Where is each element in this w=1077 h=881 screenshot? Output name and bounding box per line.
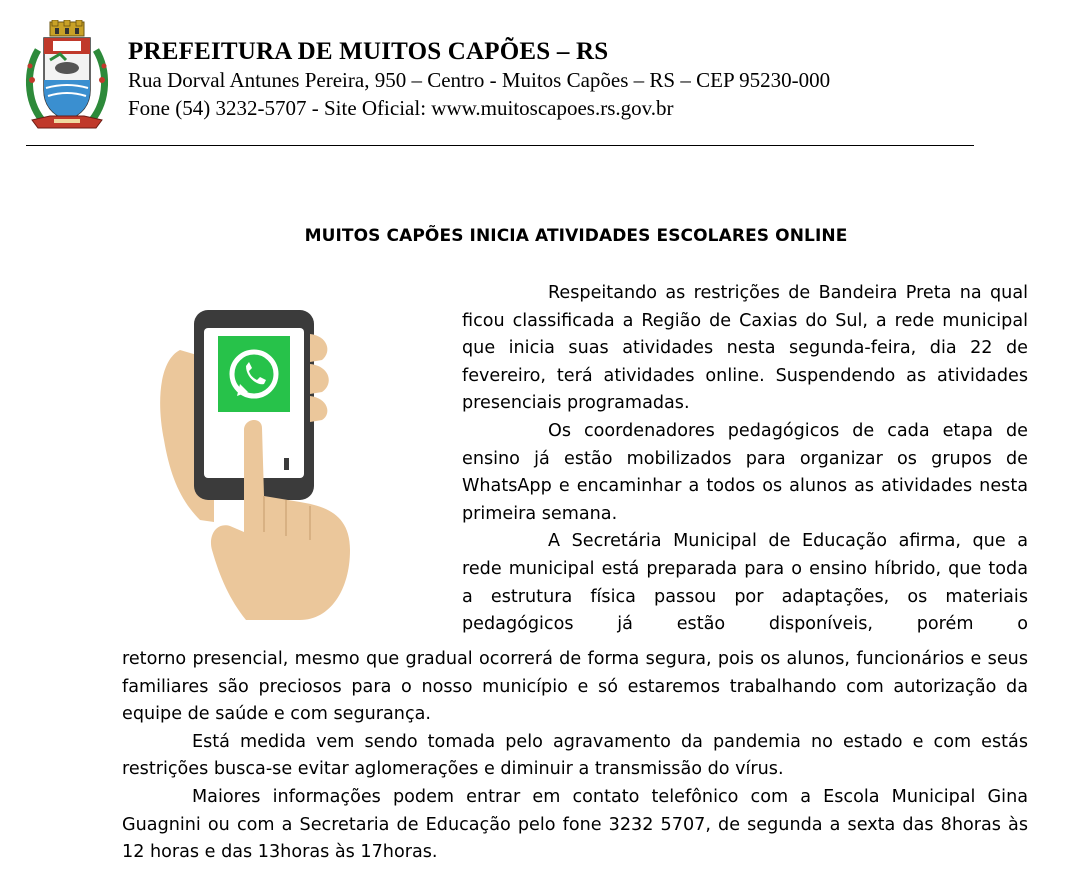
paragraph-3-end: retorno presencial, mesmo que gradual ocorrerá de forma segura, pois os alunos, funcionários e seus familiares são preciosos para o nosso município e só estaremos trabalhando com autorização da equipe de saúde e com segurança. — [122, 649, 1028, 725]
whatsapp-phone-illustration — [150, 300, 360, 620]
header-divider — [26, 145, 974, 146]
paragraph-5: Maiores informações podem entrar em contato telefônico com a Escola Municipal Gina Guagnini ou com a Secretaria de Educação pelo fone 3232 5707, de segunda a sexta das 8horas às 12 horas e das 13horas às 17horas. — [122, 786, 1028, 863]
letterhead — [128, 38, 830, 122]
letterhead-contact: Fone (54) 3232-5707 - Site Oficial: www.muitoscapoes.rs.gov.br — [128, 96, 674, 120]
paragraph-2: Os coordenadores pedagógicos de cada etapa de ensino já estão mobilizados para organizar os grupos de WhatsApp e encaminhar a todos os alunos as atividades nesta primeira semana. — [462, 420, 1028, 524]
article-body-wrapped — [462, 280, 1028, 639]
paragraph-4: Está medida vem sendo tomada pelo agravamento da pandemia no estado e com estás restrições busca-se evitar aglomerações e diminuir a transmissão do vírus. — [122, 731, 1028, 780]
article-body-full — [122, 646, 1028, 867]
letterhead-address: Rua Dorval Antunes Pereira, 950 – Centro - Muitos Capões – RS – CEP 95230-000 — [128, 68, 831, 92]
paragraph-1: Respeitando as restrições de Bandeira Preta na qual ficou classificada a Região de Caxias do Sul, a rede municipal que inicia suas atividades nesta segunda-feira, dia 22 de fevereiro, terá atividades online. Suspendendo as atividades presenciais programadas. — [462, 283, 1028, 414]
paragraph-3-start: A Secretária Municipal de Educação afirma, que a rede municipal está preparada para o ensino híbrido, que toda a estrutura física passou por adaptações, os materiais pedagógicos já estão disponíveis, porém o — [462, 531, 1028, 635]
municipal-crest-logo — [20, 20, 114, 132]
letterhead-title: PREFEITURA DE MUITOS CAPÕES – RS — [128, 38, 609, 65]
article-headline: MUITOS CAPÕES INICIA ATIVIDADES ESCOLARES ONLINE — [304, 226, 848, 246]
